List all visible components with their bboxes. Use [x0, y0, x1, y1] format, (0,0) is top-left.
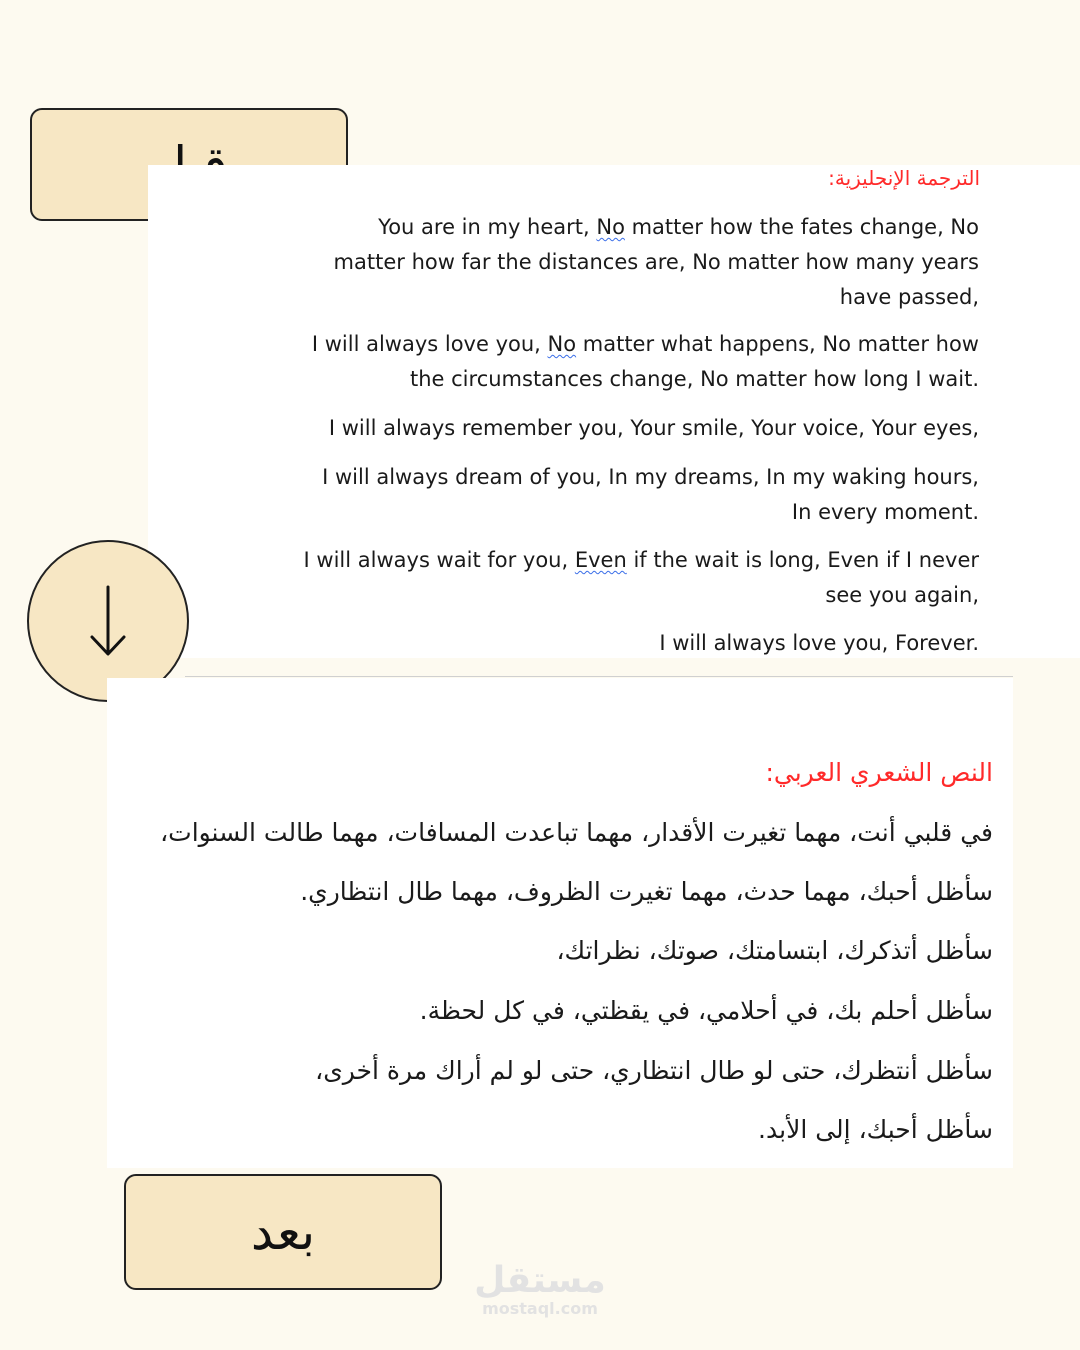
divider	[185, 676, 1013, 677]
spellcheck-word: No	[596, 215, 625, 239]
english-line-text: matter how the fates change, No	[624, 215, 979, 239]
english-paragraph-1	[334, 210, 979, 315]
arabic-line: سأظل أتذكرك، ابتسامتك، صوتك، نظراتك،	[556, 936, 993, 965]
english-paragraph-4	[322, 460, 979, 530]
english-translation-document	[148, 165, 1080, 658]
english-line-text: I will always love you,	[311, 332, 548, 356]
watermark-sub: mostaql.com	[482, 1299, 598, 1318]
arabic-line: سأظل أحبك، مهما حدث، مهما تغيرت الظروف، مهما طال انتظاري.	[300, 877, 993, 906]
english-line: see you again,	[825, 583, 979, 607]
english-line-text: I will always wait for you,	[303, 548, 575, 572]
english-line: I will always dream of you, In my dreams, In my waking hours,	[322, 465, 979, 489]
arrow-down-icon	[78, 581, 138, 661]
english-line: have passed,	[839, 285, 979, 309]
english-paragraph-5	[304, 543, 979, 613]
english-line: In every moment.	[791, 500, 979, 524]
watermark-logo	[470, 1262, 610, 1318]
english-line-text: if the wait is long, Even if I never	[626, 548, 979, 572]
english-line-text: matter what happens, No matter how	[576, 332, 979, 356]
english-line: I will always remember you, Your smile, Your voice, Your eyes,	[328, 416, 979, 440]
arabic-line: سأظل أحلم بك، في أحلامي، في يقظتي، في كل لحظة.	[419, 996, 993, 1025]
english-paragraph-6	[659, 626, 979, 661]
english-paragraph-3	[329, 411, 979, 446]
after-label-text: بعد	[250, 1203, 316, 1261]
watermark-main: مستقل	[474, 1260, 606, 1301]
english-line	[312, 327, 979, 362]
arabic-line: سأظل أحبك، إلى الأبد.	[758, 1115, 993, 1144]
english-line: I will always love you, Forever.	[659, 631, 979, 655]
after-label	[124, 1174, 442, 1290]
arabic-line: في قلبي أنت، مهما تغيرت الأقدار، مهما تباعدت المسافات، مهما طالت السنوات،	[160, 818, 993, 847]
arabic-poem-document	[107, 678, 1013, 1168]
english-line	[334, 210, 979, 245]
arabic-doc-heading: النص الشعري العربي:	[765, 758, 993, 787]
arabic-line: سأظل أنتظرك، حتى لو طال انتظاري، حتى لو لم أراك مرة أخرى،	[315, 1056, 993, 1085]
english-line-text: You are in my heart,	[378, 215, 597, 239]
spellcheck-word: No	[547, 332, 577, 356]
english-paragraph-2	[312, 327, 979, 397]
english-line: the circumstances change, No matter how long I wait.	[410, 367, 979, 391]
english-doc-heading: الترجمة الإنجليزية:	[828, 166, 980, 190]
english-line	[304, 543, 979, 578]
spellcheck-word: Even	[574, 548, 627, 572]
english-line: matter how far the distances are, No matter how many years	[333, 250, 979, 274]
